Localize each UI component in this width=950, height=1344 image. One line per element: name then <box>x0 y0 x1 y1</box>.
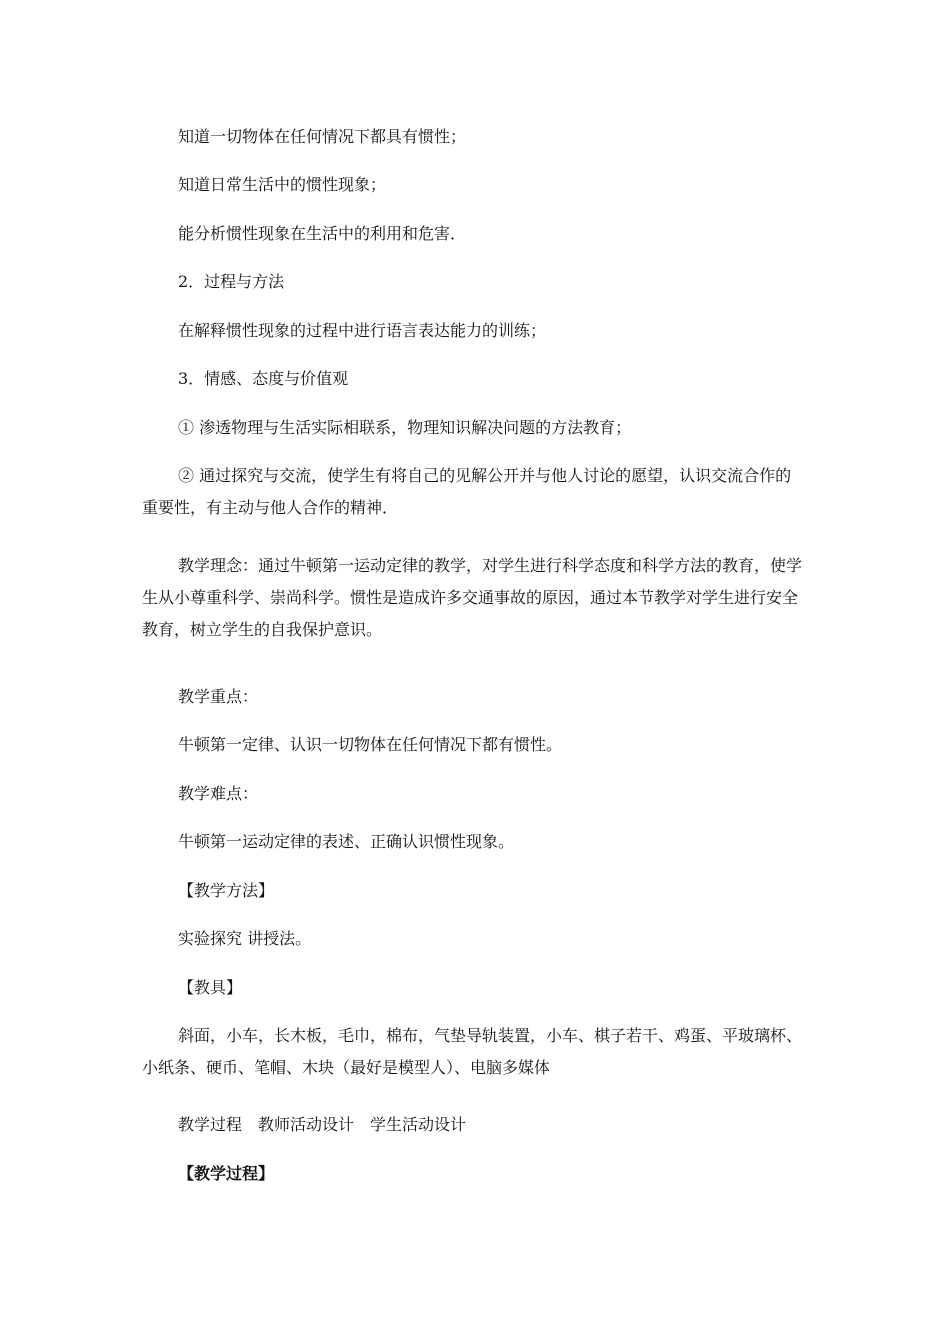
tools-paragraph: 斜面，小车，长木板，毛巾，棉布，气垫导轨装置，小车、棋子若干、鸡蛋、平玻璃杯、小纸条、硬币、笔帽、木块（最好是模型人）、电脑多媒体 <box>142 1026 803 1077</box>
section-process-method: 2．过程与方法 <box>178 272 285 291</box>
method-text: 实验探究 讲授法。 <box>178 929 312 948</box>
section-emotion-values: 3．情感、态度与价值观 <box>178 369 349 388</box>
difficulty-label: 教学难点： <box>178 784 259 803</box>
process-method-text: 在解释惯性现象的过程中进行语言表达能力的训练； <box>178 321 547 340</box>
key-point-label: 教学重点： <box>178 687 259 706</box>
objective-inertia-all-objects: 知道一切物体在任何情况下都具有惯性； <box>178 127 467 146</box>
difficulty-text: 牛顿第一运动定律的表述、正确认识惯性现象。 <box>178 832 515 851</box>
objective-daily-inertia: 知道日常生活中的惯性现象； <box>178 175 387 194</box>
header-student-activity: 学生活动设计 <box>370 1115 467 1134</box>
objective-analyze-inertia: 能分析惯性现象在生活中的利用和危害． <box>178 224 467 243</box>
process-table-header <box>178 1109 818 1141</box>
tools-heading: 【教具】 <box>178 978 243 997</box>
emotion-item-2: ② 通过探究与交流，使学生有将自己的见解公开并与他人讨论的愿望，认识交流合作的重要性，有主动与他人合作的精神． <box>142 466 792 517</box>
method-heading: 【教学方法】 <box>178 881 275 900</box>
process-heading: 【教学过程】 <box>178 1164 275 1183</box>
emotion-item-1: ① 渗透物理与生活实际相联系，物理知识解决问题的方法教育； <box>178 418 632 437</box>
header-teacher-activity: 教师活动设计 <box>258 1115 355 1134</box>
header-teaching-process: 教学过程 <box>178 1115 243 1134</box>
key-point-text: 牛顿第一定律、认识一切物体在任何情况下都有惯性。 <box>178 735 563 754</box>
teaching-concept-paragraph: 教学理念：通过牛顿第一运动定律的教学，对学生进行科学态度和科学方法的教育，使学生从小尊重科学、崇尚科学。惯性是造成许多交通事故的原因，通过本节教学对学生进行安全教育，树立学生的自我保护意识。 <box>142 556 803 639</box>
